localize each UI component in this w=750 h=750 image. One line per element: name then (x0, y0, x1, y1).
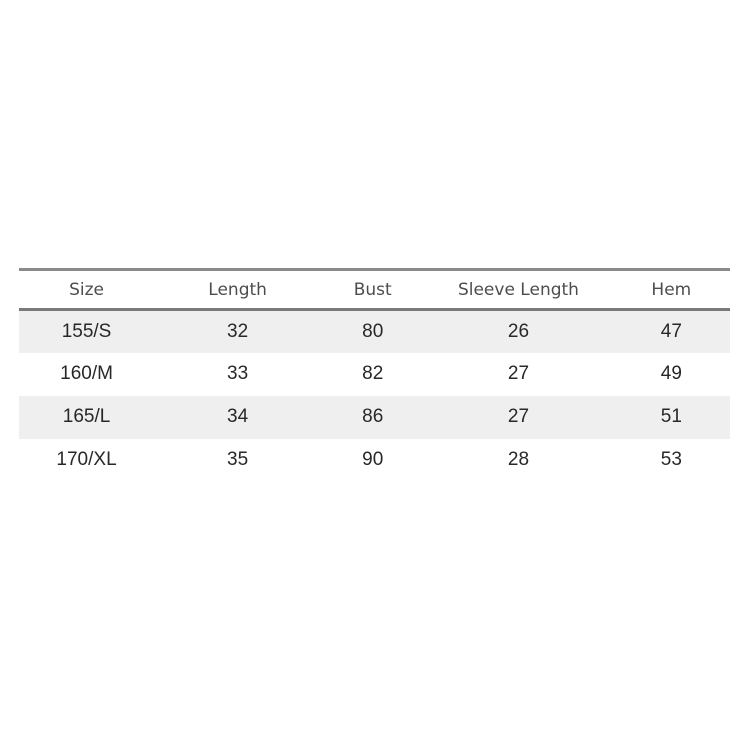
cell-sleeve-length: 27 (507, 406, 530, 427)
table-row-155-s (19, 310, 730, 353)
cell-hem: 51 (660, 406, 682, 427)
cell-bust: 82 (362, 363, 384, 384)
cell-length: 32 (227, 320, 249, 342)
cell-size: 160/M (60, 363, 113, 384)
size-chart-table (19, 268, 730, 482)
cell-length: 33 (227, 363, 249, 384)
cell-bust: 86 (362, 406, 384, 427)
column-header-size: Size (19, 270, 154, 310)
cell-hem: 49 (660, 363, 682, 384)
cell-sleeve-length: 28 (507, 449, 530, 470)
cell-size: 170/XL (56, 449, 117, 470)
table-row-170-xl (19, 439, 730, 482)
cell-bust: 80 (362, 320, 384, 342)
cell-length: 34 (227, 406, 249, 427)
table-row-165-l (19, 396, 730, 439)
cell-length: 35 (227, 449, 249, 470)
cell-hem: 47 (660, 320, 682, 342)
cell-sleeve-length: 27 (507, 363, 530, 384)
cell-size: 165/L (62, 406, 111, 427)
cell-bust: 90 (362, 449, 384, 470)
cell-sleeve-length: 26 (507, 320, 530, 342)
column-header-bust: Bust (321, 270, 424, 310)
column-header-sleeve-length: Sleeve Length (424, 270, 612, 310)
header-row (19, 270, 730, 310)
cell-hem: 53 (660, 449, 682, 470)
cell-size: 155/S (61, 320, 112, 342)
table-row-160-m (19, 353, 730, 396)
column-header-length: Length (154, 270, 321, 310)
column-header-hem: Hem (613, 270, 730, 310)
